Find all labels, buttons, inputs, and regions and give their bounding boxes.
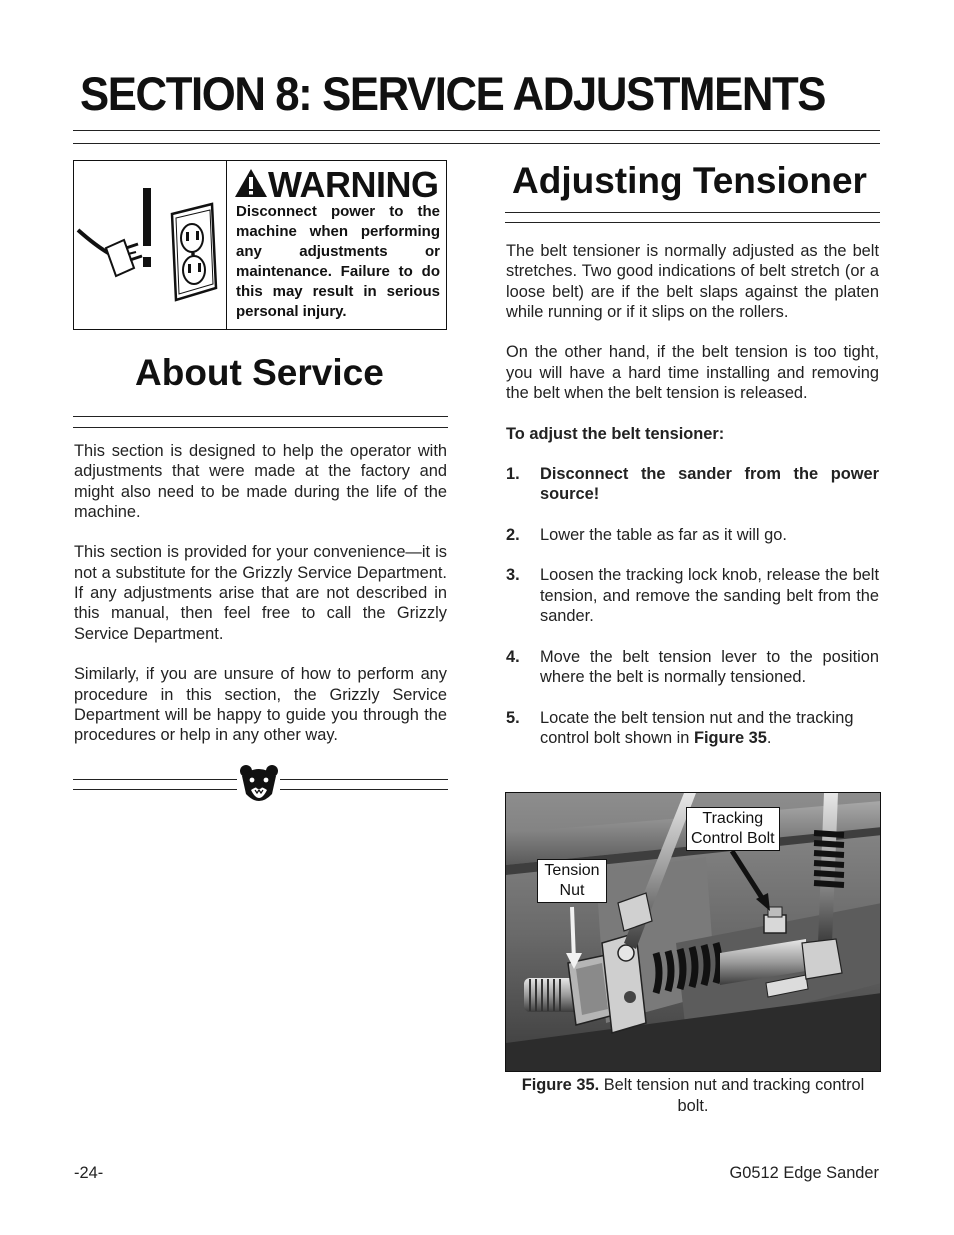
- tension-callout-line2: Nut: [559, 882, 585, 899]
- tension-callout-line1: Tension: [544, 862, 600, 879]
- plug-outlet-icon: [76, 168, 224, 326]
- about-heading: About Service: [135, 352, 384, 393]
- step-5-text: Locate the belt tension nut and the tracking control bolt shown in: [540, 708, 854, 747]
- tensioner-body: [506, 241, 879, 464]
- divider-right-top: [280, 779, 448, 780]
- tensioner-heading: Adjusting Tensioner: [512, 160, 867, 201]
- step-4-text: Move the belt tension lever to the position where the belt is normally tensioned.: [540, 647, 879, 686]
- about-body: [74, 441, 447, 766]
- about-paragraph-3: Similarly, if you are unsure of how to perform any procedure in this section, the Grizzly Service Department will be happy to guide you through the procedures or help in any other way.: [74, 665, 447, 745]
- warning-divider: [226, 160, 227, 330]
- divider-left-top: [73, 779, 237, 780]
- figure-caption: [506, 1075, 880, 1117]
- step-1-number: 1.: [506, 465, 520, 483]
- caption-label: Figure 35.: [521, 1076, 600, 1094]
- tensioner-rule-top: [505, 212, 880, 213]
- step-2-text: Lower the table as far as it will go.: [540, 525, 787, 544]
- tensioner-paragraph-1: The belt tensioner is normally adjusted as the belt stretches. Two good indications of belt stretch (or a loose belt) are if the belt slaps against the platen while running or if it slips on the rollers.: [506, 242, 879, 321]
- bear-logo-icon: [239, 764, 279, 806]
- warning-title: WARNING: [268, 164, 439, 205]
- about-rule-top: [73, 416, 448, 417]
- step-1-text: Disconnect the sander from the power source!: [540, 465, 879, 504]
- step-4-number: 4.: [506, 647, 520, 666]
- figure-reference: Figure 35: [693, 728, 767, 747]
- step-2-number: 2.: [506, 525, 520, 544]
- tension-nut-callout: [537, 859, 607, 903]
- step-5-number: 5.: [506, 708, 520, 727]
- divider-right-bottom: [280, 789, 448, 790]
- warning-text: Disconnect power to the machine when performing any adjustments or maintenance. Failure to do this may result in serious personal injury.: [236, 203, 440, 321]
- figure-35: [505, 792, 881, 1072]
- step-3: [506, 565, 879, 626]
- tracking-control-bolt-callout: [686, 807, 780, 851]
- tracking-callout-line1: Tracking: [702, 810, 764, 827]
- step-1: [506, 464, 879, 505]
- step-4: [506, 647, 879, 688]
- step-3-text: Loosen the tracking lock knob, release the belt tension, and remove the sanding belt from the sander.: [540, 566, 879, 626]
- about-paragraph-1: This section is designed to help the operator with adjustments that were made at the factory and might also need to be made during the life of the machine.: [74, 442, 447, 521]
- step-2: [506, 525, 879, 545]
- step-5-end: .: [766, 728, 772, 747]
- tensioner-subheading: To adjust the belt tensioner:: [506, 424, 725, 443]
- step-5: [506, 708, 879, 749]
- title-rule-top: [73, 130, 880, 131]
- section-title: SECTION 8: SERVICE ADJUSTMENTS: [80, 67, 826, 120]
- page-number: -24-: [74, 1164, 104, 1182]
- caption-text: Belt tension nut and tracking control bolt.: [599, 1076, 865, 1115]
- step-3-number: 3.: [506, 566, 520, 585]
- tensioner-rule-bottom: [505, 222, 880, 223]
- tracking-callout-line2: Control Bolt: [691, 830, 775, 847]
- warning-triangle-icon: [234, 168, 268, 198]
- about-rule-bottom: [73, 427, 448, 428]
- about-paragraph-2: This section is provided for your convenience—it is not a substitute for the Grizzly Service Department. If any adjustments arise that are not described in this manual, then feel free to call the Grizzly Service Department.: [74, 543, 447, 643]
- steps-list: [506, 464, 879, 768]
- tensioner-paragraph-2: On the other hand, if the belt tension is too tight, you will have a hard time installing and removing the belt when the belt tension is released.: [506, 343, 879, 403]
- model-name: G0512 Edge Sander: [729, 1164, 879, 1182]
- divider-left-bottom: [73, 789, 237, 790]
- title-rule-bottom: [73, 143, 880, 144]
